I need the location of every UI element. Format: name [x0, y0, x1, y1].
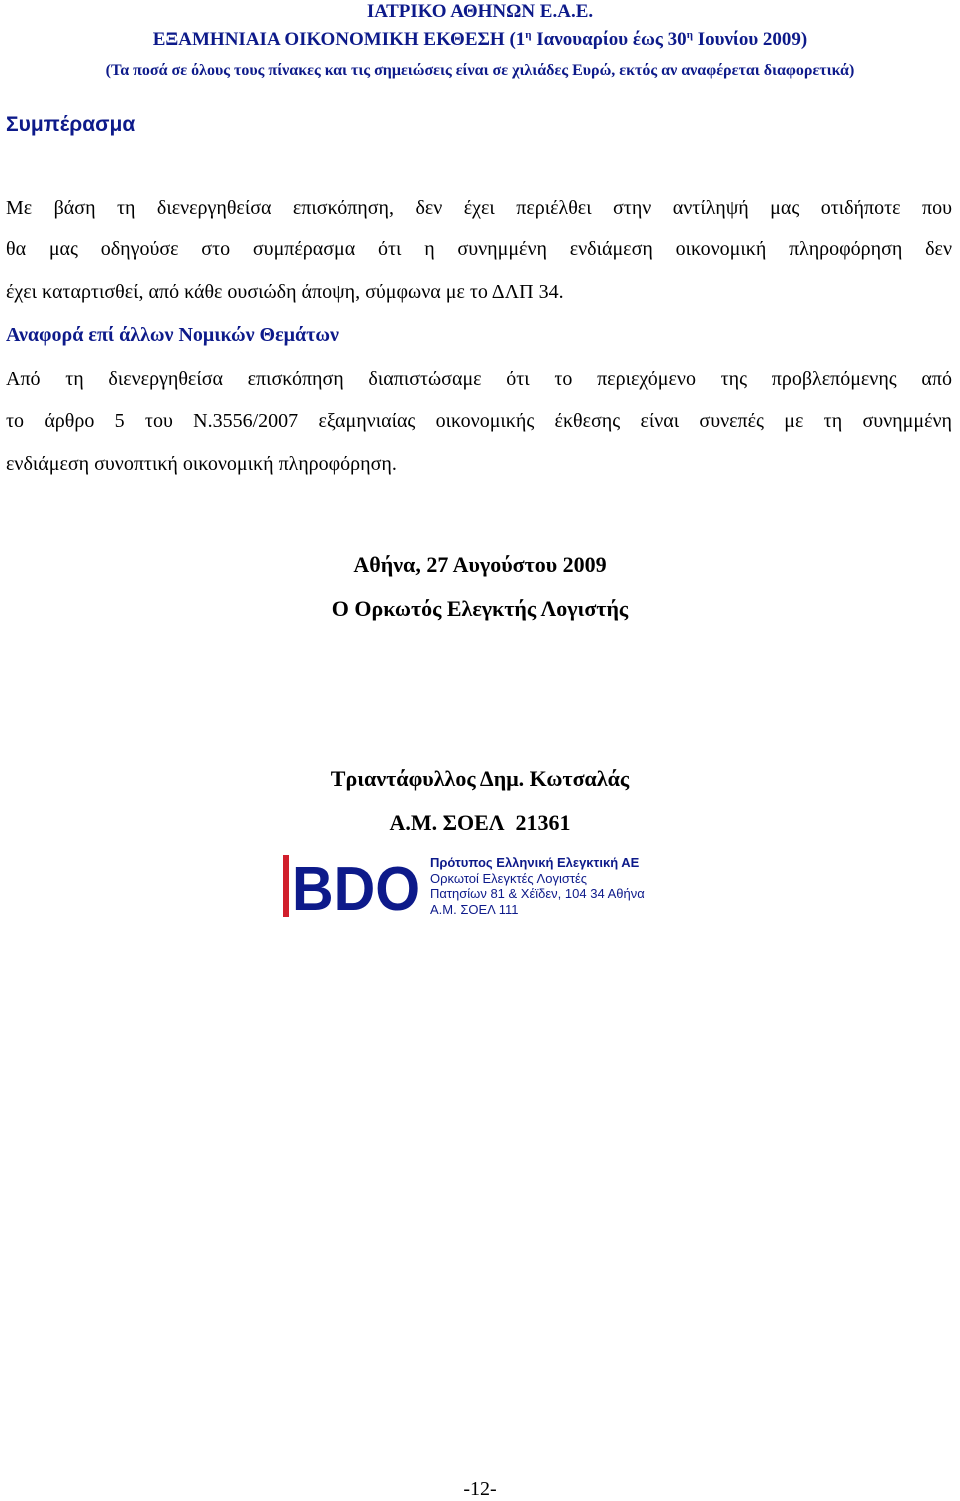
svg-text:BDO: BDO — [292, 855, 420, 917]
firm-address: Πατησίων 81 & Χέϊδεν, 104 34 Αθήνα — [430, 886, 645, 901]
signatory-role: Ο Ορκωτός Ελεγκτής Λογιστής — [331, 596, 629, 621]
other-matters-line-3: ενδιάμεση συνοπτική οικονομική πληροφόρηση. — [6, 453, 397, 475]
bdo-logo-text — [430, 855, 645, 917]
signatory-registration: Α.Μ. ΣΟΕΛ 21361 — [389, 810, 571, 835]
conclusion-line-1: Με βάση τη διενεργηθείσα επισκόπηση, δεν έχει περιέλθει στην αντίληψή μας οτιδήποτε που — [6, 197, 952, 219]
other-matters-line-1: Από τη διενεργηθείσα επισκόπηση διαπιστώσαμε ότι το περιεχόμενο της προβλεπόμενης από — [6, 368, 952, 390]
bdo-firm-logo — [283, 855, 683, 919]
company-name: ΙΑΤΡΙΚΟ ΑΘΗΝΩΝ Ε.Α.Ε. — [366, 1, 594, 22]
bdo-logo-mark — [283, 855, 423, 917]
firm-registration: Α.Μ. ΣΟΕΛ 111 — [430, 901, 519, 917]
conclusion-heading: Συμπέρασμα — [6, 113, 136, 136]
page-number: -12- — [463, 1478, 497, 1500]
firm-name: Πρότυπος Ελληνική Ελεγκτική ΑΕ — [430, 855, 640, 870]
firm-profession: Ορκωτοί Ελεγκτές Λογιστές — [430, 870, 588, 886]
conclusion-line-2: θα μας οδηγούσε στο συμπέρασμα ότι η συνημμένη ενδιάμεση οικονομική πληροφόρηση δεν — [6, 238, 952, 260]
amounts-note: (Τα ποσά σε όλους τους πίνακες και τις σημειώσεις είναι σε χιλιάδες Ευρώ, εκτός αν αναφέρεται διαφορετικά) — [105, 62, 855, 79]
place-date: Αθήνα, 27 Αυγούστου 2009 — [353, 552, 607, 577]
report-title: ΕΞΑΜΗΝΙΑΙΑ ΟΙΚΟΝΟΜΙΚΗ ΕΚΘΕΣΗ ($1^\eta$ Ιανουαρίου έως $30^\eta$ Ιουνίου 2009) — [152, 29, 808, 50]
other-matters-heading: Αναφορά επί άλλων Νομικών Θεμάτων — [6, 324, 339, 346]
conclusion-line-3: έχει καταρτισθεί, από κάθε ουσιώδη άποψη, σύμφωνα με το ΔΛΠ 34. — [6, 281, 564, 303]
other-matters-line-2: το άρθρο 5 του Ν.3556/2007 εξαμηνιαίας οικονομικής έκθεσης είναι συνεπές με τη συνημμένη — [6, 410, 952, 432]
signatory-name: Τριαντάφυλλος Δημ. Κωτσαλάς — [330, 766, 630, 791]
